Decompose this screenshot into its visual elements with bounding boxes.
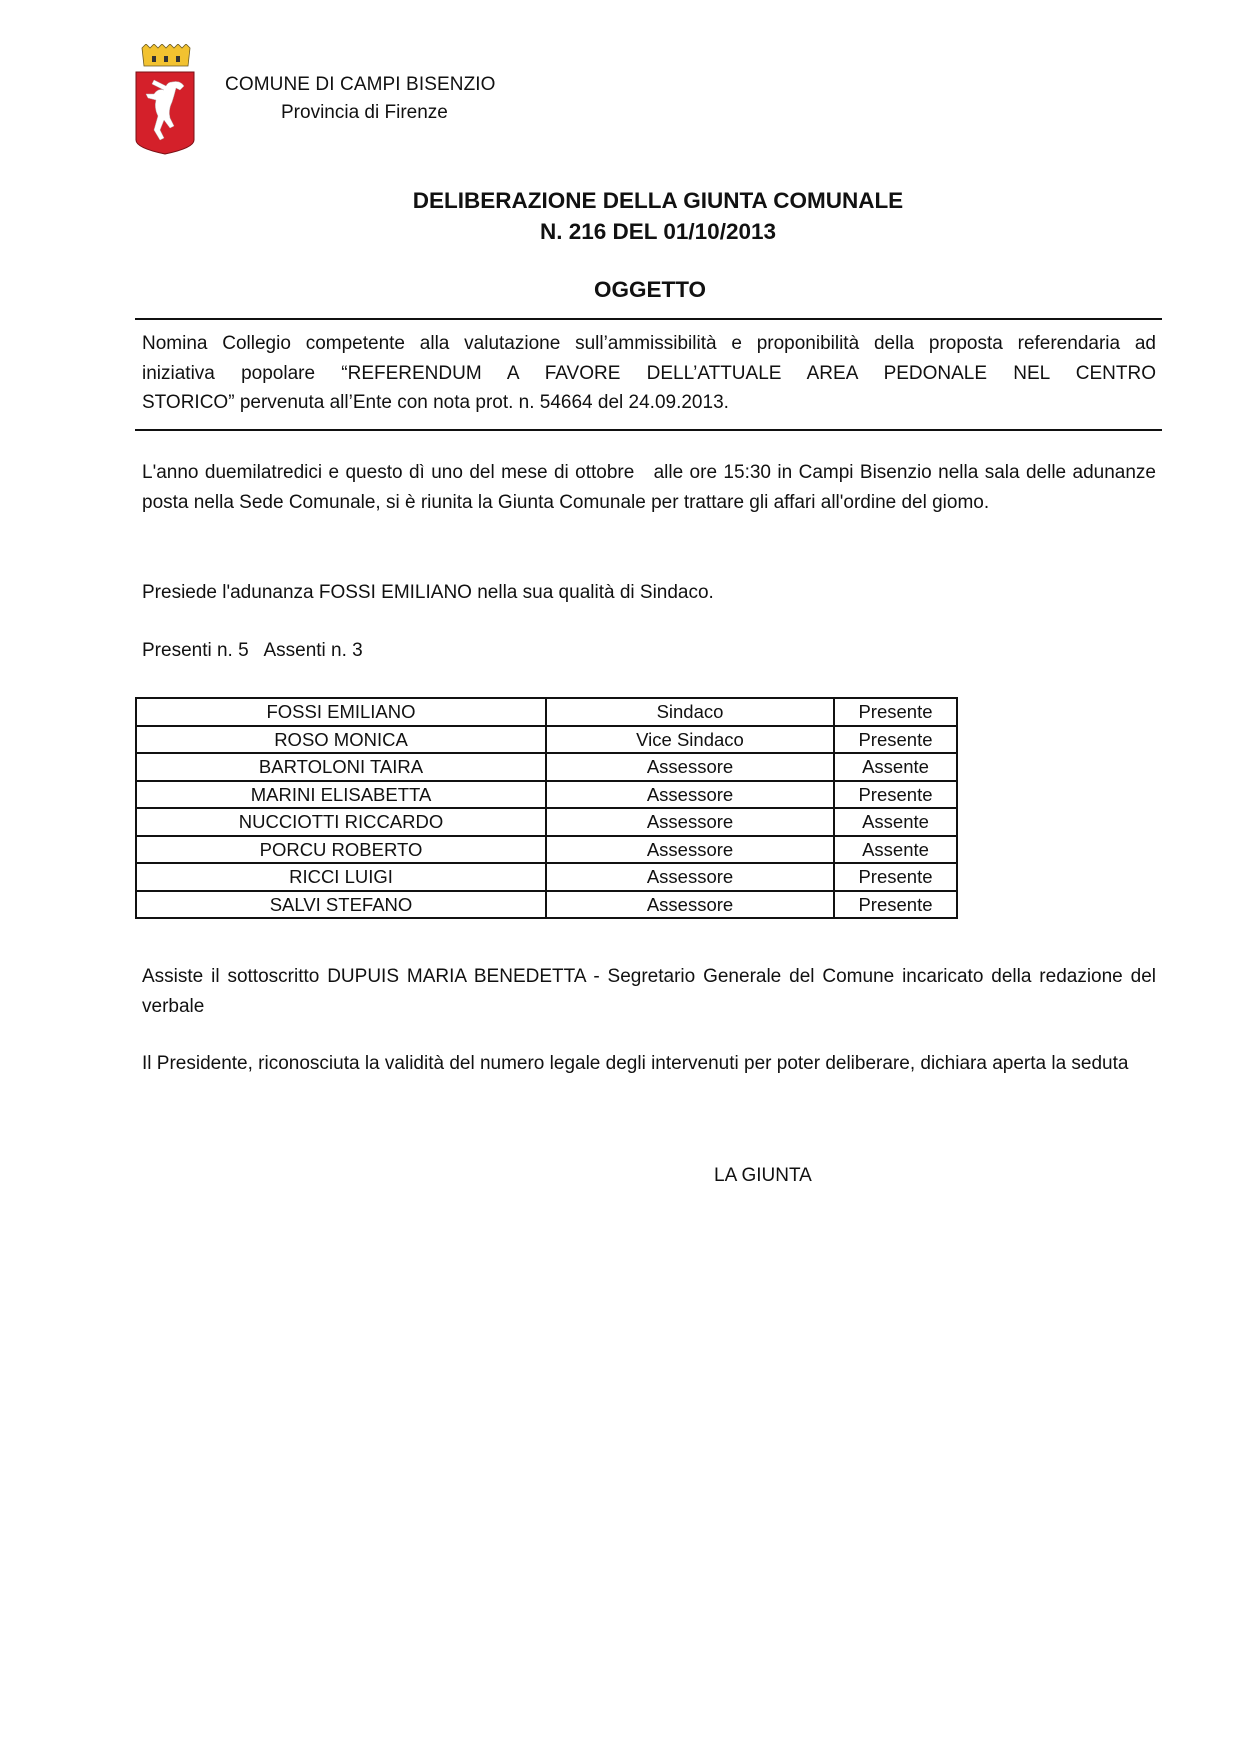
- ente-name: COMUNE DI CAMPI BISENZIO: [225, 74, 496, 95]
- table-row: [136, 698, 957, 726]
- member-name: ROSO MONICA: [136, 726, 546, 754]
- table-row: [136, 753, 957, 781]
- member-status: Presente: [834, 726, 957, 754]
- opening-paragraph: L'anno duemilatredici e questo dì uno del mese di ottobre alle ore 15:30 in Campi Bisenzio nella sala delle adunanze posta nella Sede Comunale, si è riunita la Giunta Comunale per trattare gli affari all'ordine del giomo.: [142, 462, 1162, 513]
- attendance-table: [135, 697, 958, 919]
- top-divider: [135, 318, 1162, 320]
- ente-provincia: Provincia di Firenze: [281, 102, 448, 123]
- member-name: NUCCIOTTI RICCARDO: [136, 808, 546, 836]
- member-status: Assente: [834, 808, 957, 836]
- section-heading-oggetto: OGGETTO: [593, 277, 707, 302]
- table-row: [136, 781, 957, 809]
- member-status: Presente: [834, 698, 957, 726]
- table-row: [136, 863, 957, 891]
- member-role: Assessore: [546, 863, 834, 891]
- member-name: FOSSI EMILIANO: [136, 698, 546, 726]
- member-role: Vice Sindaco: [546, 726, 834, 754]
- document-number-date: N. 216 DEL 01/10/2013: [540, 219, 776, 244]
- member-name: BARTOLONI TAIRA: [136, 753, 546, 781]
- member-name: MARINI ELISABETTA: [136, 781, 546, 809]
- signature-la-giunta: LA GIUNTA: [714, 1165, 812, 1186]
- member-status: Assente: [834, 836, 957, 864]
- member-status: Presente: [834, 781, 957, 809]
- member-role: Assessore: [546, 836, 834, 864]
- member-role: Assessore: [546, 781, 834, 809]
- member-status: Presente: [834, 891, 957, 919]
- member-name: SALVI STEFANO: [136, 891, 546, 919]
- table-row: [136, 726, 957, 754]
- oggetto-line-3: STORICO” pervenuta all’Ente con nota prot. n. 54664 del 24.09.2013.: [142, 392, 729, 413]
- assiste-paragraph: Assiste il sottoscritto DUPUIS MARIA BENEDETTA - Segretario Generale del Comune incaricato della redazione del verbale: [142, 966, 1156, 1017]
- oggetto-line-1: Nomina Collegio competente alla valutazione sull’ammissibilità e proponibilità della proposta referendaria ad: [142, 333, 1156, 354]
- coat-of-arms-icon: [134, 44, 196, 156]
- table-row: [136, 836, 957, 864]
- table-row: [136, 891, 957, 919]
- member-status: Assente: [834, 753, 957, 781]
- member-status: Presente: [834, 863, 957, 891]
- presiede-paragraph: Presiede l'adunanza FOSSI EMILIANO nella sua qualità di Sindaco.: [142, 582, 714, 603]
- member-role: Assessore: [546, 753, 834, 781]
- member-role: Assessore: [546, 891, 834, 919]
- member-name: PORCU ROBERTO: [136, 836, 546, 864]
- presenti-count: Presenti n. 5 Assenti n. 3: [142, 640, 363, 661]
- member-role: Assessore: [546, 808, 834, 836]
- presidente-paragraph: Il Presidente, riconosciuta la validità del numero legale degli intervenuti per poter deliberare, dichiara aperta la seduta: [142, 1053, 1129, 1074]
- coat-of-arms-logo: [134, 44, 196, 156]
- member-name: RICCI LUIGI: [136, 863, 546, 891]
- document-title: DELIBERAZIONE DELLA GIUNTA COMUNALE: [412, 188, 904, 213]
- oggetto-line-2: iniziativa popolare “REFERENDUM A FAVORE DELL’ATTUALE AREA PEDONALE NEL CENTRO: [142, 362, 1156, 384]
- member-role: Sindaco: [546, 698, 834, 726]
- table-row: [136, 808, 957, 836]
- bottom-divider: [135, 429, 1162, 431]
